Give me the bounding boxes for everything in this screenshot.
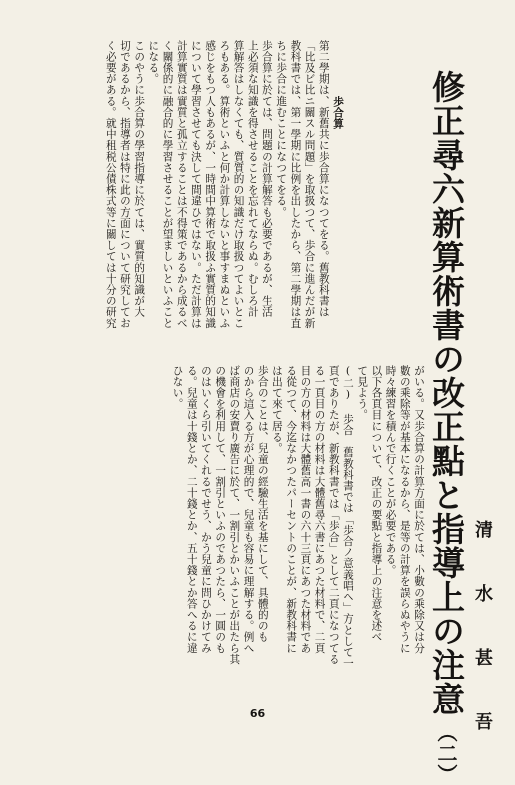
- text-line: ひない。: [171, 365, 184, 410]
- text-line: のはいくら引いてくれるでせう、かう兒童に問ひかけてみ: [199, 365, 212, 654]
- text-line: (二) 歩合 舊教科書では「歩合ノ意義唱ヘ」方として一: [341, 365, 354, 669]
- article-title-text: 修正尋六新算術書の改正點と指導上の注意: [427, 70, 466, 716]
- page-number: 66: [249, 707, 266, 720]
- text-line: る。兒童は十錢とか、二十錢とか、五十錢とか答へるに違: [185, 365, 198, 654]
- text-line: 歩合算に於ては、問題の計算解答も必要であるが、生活: [260, 40, 273, 318]
- author-name: 清 水 甚 吾: [472, 520, 493, 744]
- text-line: 目の方の材料は大體舊高一書の六十三頁にあつた材料であ: [299, 365, 312, 654]
- volume-mark: （二）: [434, 722, 458, 785]
- text-line: 歩合のことは、兒童の經驗生活を基にして、具體的のも: [256, 365, 269, 643]
- text-line: 計算實質は實質と孤立することは不得策であるから成るべ: [175, 40, 188, 329]
- text-line: がいる。又歩合算の計算方面に於ては、小數の乘除又は分: [413, 365, 425, 654]
- text-line: る從つて、今迄なかつたパーセントのことが、新教科書に: [285, 365, 298, 654]
- text-line: の機會を利用して、一割引といふのであつたら、一圓のも: [214, 365, 227, 654]
- text-line: ば商店の安賣り廣告に於て、一割引とかいふことが出たら其: [228, 365, 241, 665]
- text-line: て見よう。: [356, 365, 369, 421]
- text-line: 感じをもつ人もあるが、一時間中算術で取扱ふ實質的知識: [204, 40, 217, 329]
- text-line: 「比及ビ比ニ關スル問題」を取扱つて、歩合に進んだが新: [303, 40, 316, 329]
- text-line: は出て來て居る。: [270, 365, 283, 454]
- text-line: く關係的に融合的に學習させることが望ましいといふこと: [161, 40, 174, 329]
- text-line: 數の乘除等が基本になるから、是等の計算を誤らぬやうに: [398, 365, 411, 654]
- text-line: く必要がある。就中租税公債株式等に關しては十分の研究: [104, 40, 117, 329]
- text-line: このやうに歩合算の學習指導に於ては、實質的知識が大: [133, 40, 146, 318]
- section-heading: 歩合算: [332, 96, 344, 130]
- text-line: 頁でありたが、新教科書では「歩合」として二頁になつてる: [327, 365, 340, 665]
- text-line: 教科書では、第一學期に比例を出したから、第二學期は直: [289, 40, 302, 329]
- upper-text-block: [170, 365, 426, 695]
- text-line: ちに歩合に進むことになつてをる。: [275, 40, 288, 218]
- lower-text-block: [104, 40, 345, 358]
- text-line: 切であるから、指導者は特に此の方面について研究してお: [118, 40, 131, 329]
- text-line: 時々練習を積んで行くことが必要である。: [384, 365, 397, 576]
- text-line: について學習させても決して間違ひではない。ただ計算は: [189, 40, 202, 329]
- text-line: になる。: [147, 40, 160, 85]
- text-line: ろもある。算術といふと何か計算しないと事すまぬといふ: [218, 40, 231, 329]
- text-line: 上必須な知識を得させることを忘れてならぬ。むしろ計: [246, 40, 259, 318]
- article-title: [427, 70, 466, 785]
- text-line: る一頁目の方の材料は大體舊尋六書にあつた材料で、二頁: [313, 365, 326, 654]
- text-line: 算解答はしなくても、質質的の知識だけ取扱つてよいとこ: [232, 40, 245, 329]
- text-line: 以下各頁目について、改正の要點と指導上の注意を述べ: [370, 365, 383, 643]
- text-line: 第二學期は、新舊共に歩合算になつてをる。舊教科書は: [317, 40, 330, 318]
- text-line: のから這入る方が心理的で、兒童も容易に理解する。例へ: [242, 365, 255, 654]
